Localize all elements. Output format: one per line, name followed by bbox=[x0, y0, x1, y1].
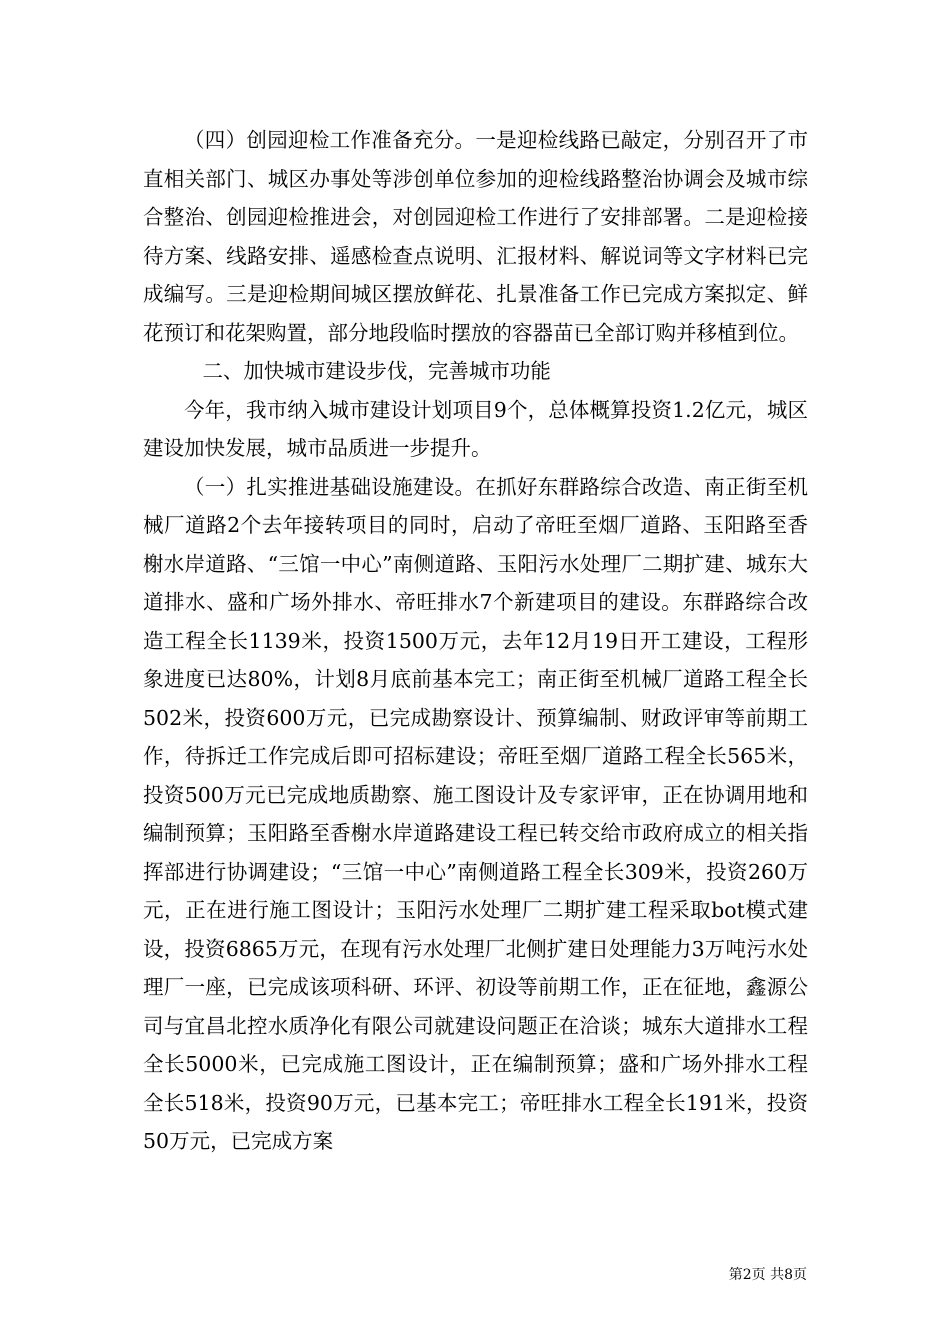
paragraph-infrastructure-projects: （一）扎实推进基础设施建设。在抓好东群路综合改造、南正街至机械厂道路2个去年接转项目的同时，启动了帝旺至烟厂道路、玉阳路至香榭水岸道路、“三馆一中心”南侧道路、玉阳污水处理厂二期扩建、城东大道排水、盛和广场外排水、帝旺排水7个新建项目的建设。东群路综合改造工程全长1139米，投资1500万元，去年12月19日开工建设，工程形象进度已达80%，计划8月底前基本完工；南正街至机械厂道路工程全长502米，投资600万元，已完成勘察设计、预算编制、财政评审等前期工作，待拆迁工作完成后即可招标建设；帝旺至烟厂道路工程全长565米，投资500万元已完成地质勘察、施工图设计及专家评审，正在协调用地和编制预算；玉阳路至香榭水岸道路建设工程已转交给市政府成立的相关指挥部进行协调建设；“三馆一中心”南侧道路工程全长309米，投资260万元，正在进行施工图设计；玉阳污水处理厂二期扩建工程采取bot模式建设，投资6865万元，在现有污水处理厂北侧扩建日处理能力3万吨污水处理厂一座，已完成该项科研、环评、初设等前期工作，正在征地，鑫源公司与宜昌北控水质净化有限公司就建设问题正在洽谈；城东大道排水工程全长5000米，已完成施工图设计，正在编制预算；盛和广场外排水工程全长518米，投资90万元，已基本完工；帝旺排水工程全长191米，投资50万元，已完成方案 bbox=[143, 474, 808, 1153]
section-heading-city-construction: 二、加快城市建设步伐，完善城市功能 bbox=[202, 359, 551, 383]
paragraph-greening-inspection-prep: （四）创园迎检工作准备充分。一是迎检线路已敲定，分别召开了市直相关部门、城区办事处等涉创单位参加的迎检线路整治协调会及城市综合整治、创园迎检推进会，对创园迎检工作进行了安排部署。二是迎检接待方案、线路安排、遥感检查点说明、汇报材料、解说词等文字材料已完成编写。三是迎检期间城区摆放鲜花、扎景准备工作已完成方案拟定、鲜花预订和花架购置，部分地段临时摆放的容器苗已全部订购并移植到位。 bbox=[143, 128, 808, 345]
paragraph-construction-plan-summary: 今年，我市纳入城市建设计划项目9个，总体概算投资1.2亿元，城区建设加快发展，城市品质进一步提升。 bbox=[143, 397, 808, 460]
page-number: 第2页 共8页 bbox=[728, 1267, 807, 1283]
document-body bbox=[143, 121, 808, 1161]
